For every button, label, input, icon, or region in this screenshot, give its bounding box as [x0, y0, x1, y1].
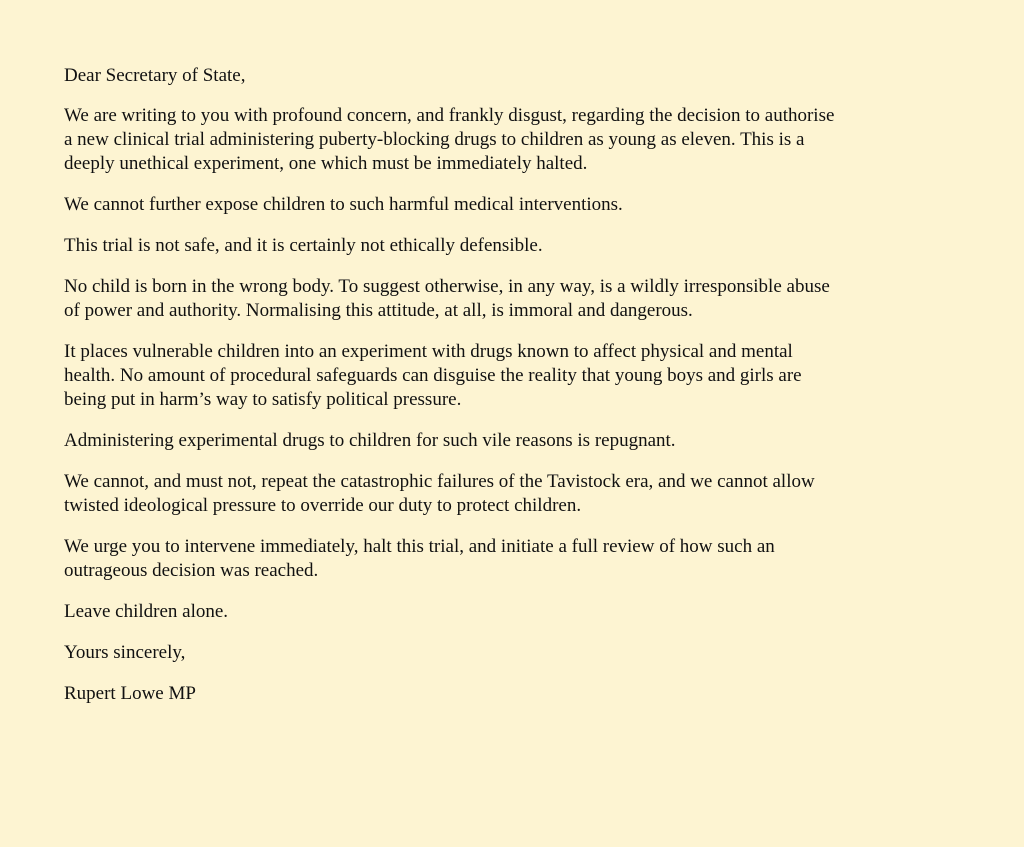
letter-paragraph-urge: We urge you to intervene immediately, halt this trial, and initiate a full review of how such an outrageous decision was reached.	[64, 536, 775, 581]
letter-signature: Rupert Lowe MP	[64, 683, 196, 704]
letter-paragraph-concern: We are writing to you with profound concern, and frankly disgust, regarding the decision to authorise a new clinical trial administering puberty-blocking drugs to children as young as eleven. This is a deeply unethical experiment, one which must be immediately halted.	[64, 105, 835, 174]
letter-paragraph-vulnerable-children: It places vulnerable children into an experiment with drugs known to affect physical and mental health. No amount of procedural safeguards can disguise the reality that young boys and girls are being put in harm’s way to satisfy political pressure.	[64, 341, 802, 410]
letter-closing: Yours sincerely,	[64, 642, 186, 663]
letter-paragraph-exposure: We cannot further expose children to such harmful medical interventions.	[64, 194, 623, 215]
letter-paragraph-tavistock: We cannot, and must not, repeat the catastrophic failures of the Tavistock era, and we cannot allow twisted ideological pressure to override our duty to protect children.	[64, 471, 815, 516]
letter-paragraph-leave-alone: Leave children alone.	[64, 601, 229, 622]
letter-paragraph-repugnant: Administering experimental drugs to children for such vile reasons is repugnant.	[64, 430, 676, 451]
letter-paragraph-safety: This trial is not safe, and it is certainly not ethically defensible.	[64, 235, 543, 256]
letter-salutation: Dear Secretary of State,	[64, 65, 246, 86]
letter-paragraph-wrong-body: No child is born in the wrong body. To suggest otherwise, in any way, is a wildly irresponsible abuse of power and authority. Normalising this attitude, at all, is immoral and dangerous.	[64, 276, 830, 321]
